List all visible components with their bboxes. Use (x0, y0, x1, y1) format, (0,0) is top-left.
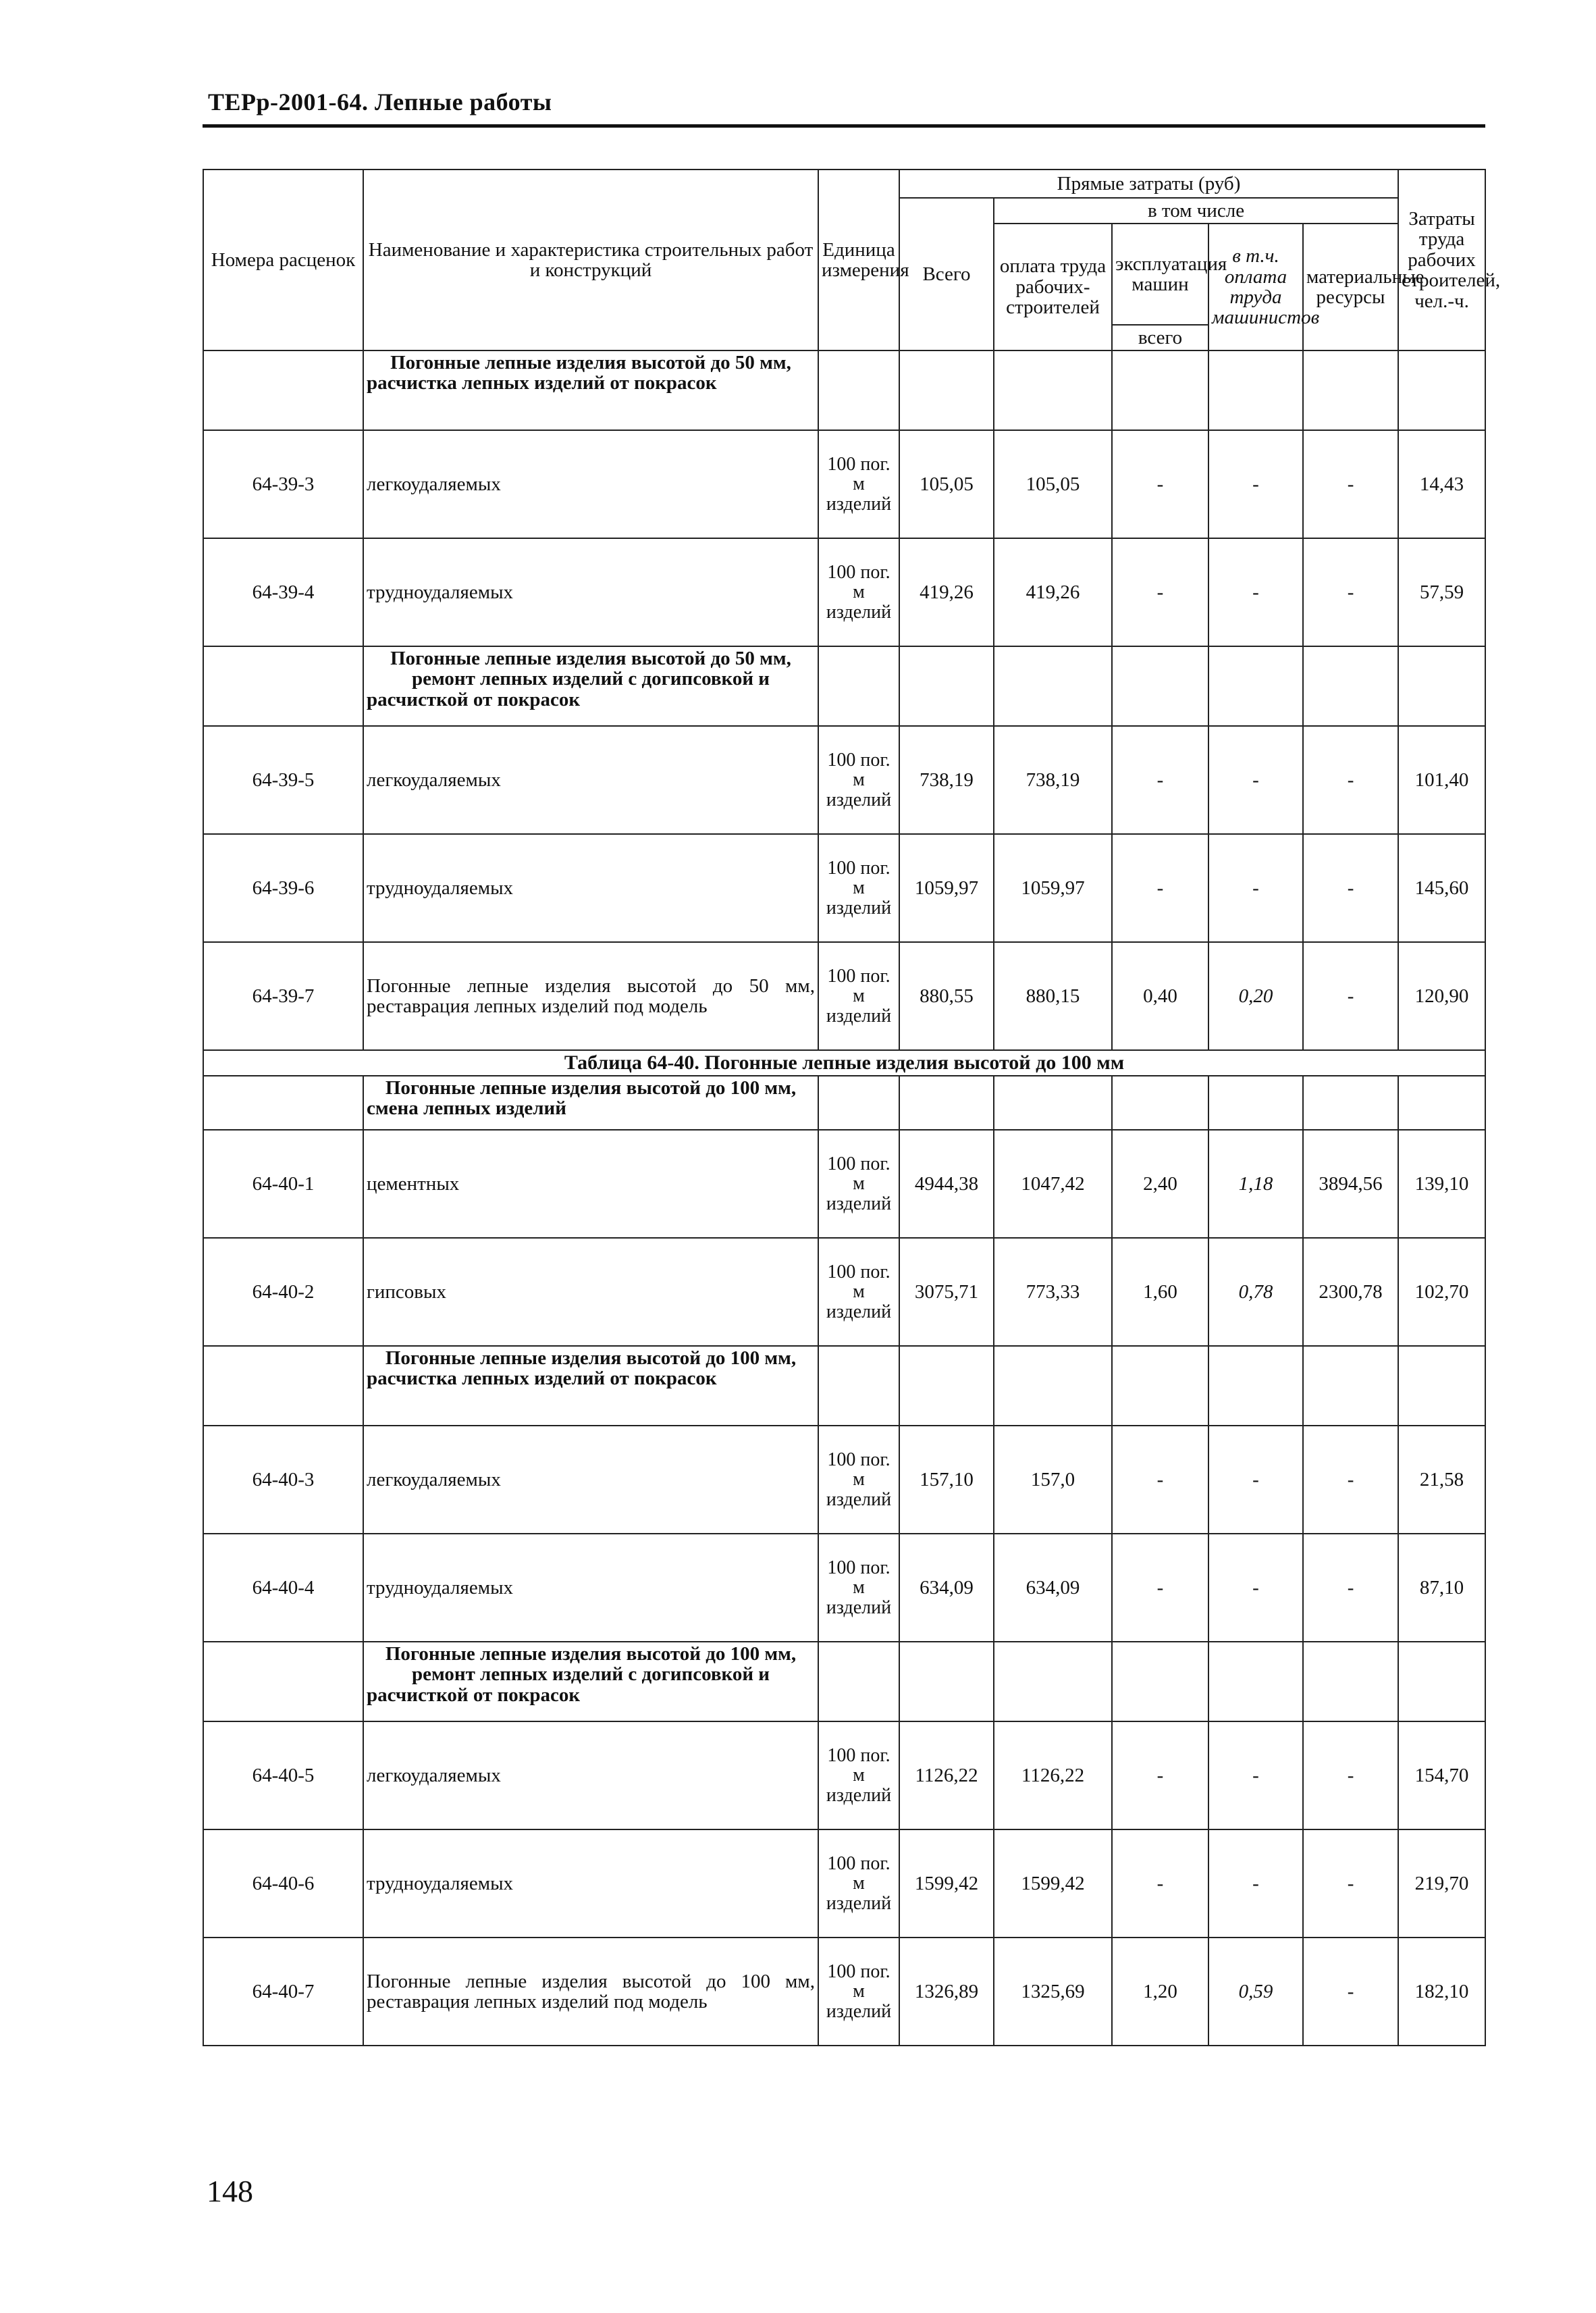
rate-unit: 100 пог. м изделий (818, 942, 899, 1050)
rate-total: 634,09 (899, 1534, 994, 1642)
rate-name: трудноудаляемых (363, 538, 818, 646)
rate-total: 419,26 (899, 538, 994, 646)
header-unit: Единица измерения (818, 170, 899, 350)
rate-name: легкоудаляемых (363, 430, 818, 538)
group-row (203, 1642, 1485, 1721)
rate-materials: - (1303, 834, 1398, 942)
rate-name: трудноудаляемых (363, 1534, 818, 1642)
rate-wages: 157,0 (994, 1426, 1112, 1534)
rate-machinist: - (1208, 1534, 1303, 1642)
rate-total: 1059,97 (899, 834, 994, 942)
rate-total: 1599,42 (899, 1829, 994, 1938)
rate-wages: 419,26 (994, 538, 1112, 646)
rate-code: 64-39-7 (203, 942, 363, 1050)
rate-code: 64-39-5 (203, 726, 363, 834)
rate-unit: 100 пог. м изделий (818, 1426, 899, 1534)
rate-machines: - (1112, 1721, 1208, 1829)
rate-materials: 3894,56 (1303, 1130, 1398, 1238)
rate-unit: 100 пог. м изделий (818, 1238, 899, 1346)
rate-machinist: 0,78 (1208, 1238, 1303, 1346)
table-row (203, 1938, 1485, 2046)
rate-total: 3075,71 (899, 1238, 994, 1346)
header-including: в том числе (994, 198, 1398, 224)
group-row (203, 646, 1485, 726)
rate-machines: - (1112, 834, 1208, 942)
group-title: Погонные лепные изделия высотой до 50 мм, расчистка лепных изделий от покрасок (363, 350, 818, 430)
rate-unit: 100 пог. м изделий (818, 538, 899, 646)
rate-name: трудноудаляемых (363, 834, 818, 942)
group-title: Погонные лепные изделия высотой до 100 мм, смена лепных изделий (363, 1076, 818, 1130)
rate-materials: - (1303, 538, 1398, 646)
table-row (203, 1534, 1485, 1642)
rate-name: легкоудаляемых (363, 726, 818, 834)
rate-code: 64-40-7 (203, 1938, 363, 2046)
table-row (203, 726, 1485, 834)
rate-wages: 738,19 (994, 726, 1112, 834)
group-row (203, 350, 1485, 430)
rate-name: легкоудаляемых (363, 1721, 818, 1829)
table-caption: Таблица 64-40. Погонные лепные изделия высотой до 100 мм (203, 1050, 1485, 1076)
rate-total: 1126,22 (899, 1721, 994, 1829)
rate-total: 105,05 (899, 430, 994, 538)
rate-machinist: - (1208, 1426, 1303, 1534)
rate-labor: 102,70 (1398, 1238, 1485, 1346)
group-row (203, 1346, 1485, 1426)
rate-name: цементных (363, 1130, 818, 1238)
table-row (203, 1829, 1485, 1938)
rate-machinist: 0,20 (1208, 942, 1303, 1050)
group-row (203, 1076, 1485, 1130)
rate-wages: 1047,42 (994, 1130, 1112, 1238)
rate-unit: 100 пог. м изделий (818, 726, 899, 834)
rate-wages: 1059,97 (994, 834, 1112, 942)
table-row (203, 1238, 1485, 1346)
rate-total: 4944,38 (899, 1130, 994, 1238)
table-row (203, 834, 1485, 942)
rate-machines: - (1112, 430, 1208, 538)
rate-code: 64-39-4 (203, 538, 363, 646)
table-caption-row (203, 1050, 1485, 1076)
rate-machines: - (1112, 1829, 1208, 1938)
rate-wages: 1325,69 (994, 1938, 1112, 2046)
rate-unit: 100 пог. м изделий (818, 430, 899, 538)
rate-labor: 139,10 (1398, 1130, 1485, 1238)
rate-machinist: - (1208, 1829, 1303, 1938)
group-title: Погонные лепные изделия высотой до 100 мм, расчистка лепных изделий от покрасок (363, 1346, 818, 1426)
header-name: Наименование и характеристика строительных работ и конструкций (363, 170, 818, 350)
rate-machinist: - (1208, 538, 1303, 646)
header-machines: эксплуатация машин (1112, 224, 1208, 325)
rate-machines: 0,40 (1112, 942, 1208, 1050)
rate-labor: 154,70 (1398, 1721, 1485, 1829)
rate-materials: - (1303, 1426, 1398, 1534)
rate-name: трудноудаляемых (363, 1829, 818, 1938)
rate-machines: - (1112, 726, 1208, 834)
rate-code: 64-40-4 (203, 1534, 363, 1642)
table-row (203, 1721, 1485, 1829)
table-row (203, 430, 1485, 538)
header-materials: материальные ресурсы (1303, 224, 1398, 350)
header-rule (203, 124, 1485, 128)
rate-machinist: 0,59 (1208, 1938, 1303, 2046)
header-wages: оплата труда рабочих-строителей (994, 224, 1112, 350)
rate-machines: - (1112, 1426, 1208, 1534)
rate-code: 64-39-3 (203, 430, 363, 538)
rate-machines: 2,40 (1112, 1130, 1208, 1238)
header-machinist-wages: в т.ч. оплата труда машинистов (1208, 224, 1303, 350)
rate-wages: 880,15 (994, 942, 1112, 1050)
rate-code: 64-40-1 (203, 1130, 363, 1238)
rate-labor: 145,60 (1398, 834, 1485, 942)
rate-wages: 1599,42 (994, 1829, 1112, 1938)
rate-name: Погонные лепные изделия высотой до 100 мм, реставрация лепных изделий под модель (363, 1938, 818, 2046)
rate-code: 64-40-2 (203, 1238, 363, 1346)
rate-code: 64-40-6 (203, 1829, 363, 1938)
rate-labor: 219,70 (1398, 1829, 1485, 1938)
rate-machinist: - (1208, 834, 1303, 942)
rate-materials: - (1303, 942, 1398, 1050)
group-title: Погонные лепные изделия высотой до 50 мм, ремонт лепных изделий с догипсовкой и расчисткой от покрасок (363, 646, 818, 726)
rate-materials: - (1303, 1534, 1398, 1642)
group-title: Погонные лепные изделия высотой до 100 мм, ремонт лепных изделий с догипсовкой и расчисткой от покрасок (363, 1642, 818, 1721)
rate-name: Погонные лепные изделия высотой до 50 мм, реставрация лепных изделий под модель (363, 942, 818, 1050)
rate-materials: - (1303, 1829, 1398, 1938)
rate-machinist: - (1208, 1721, 1303, 1829)
rate-wages: 773,33 (994, 1238, 1112, 1346)
rate-unit: 100 пог. м изделий (818, 1938, 899, 2046)
rate-machines: - (1112, 1534, 1208, 1642)
rate-labor: 87,10 (1398, 1534, 1485, 1642)
rate-code: 64-40-3 (203, 1426, 363, 1534)
rate-code: 64-39-6 (203, 834, 363, 942)
header-machines-total: всего (1112, 325, 1208, 350)
rate-labor: 101,40 (1398, 726, 1485, 834)
rate-total: 157,10 (899, 1426, 994, 1534)
rates-table (203, 169, 1501, 2046)
rate-labor: 182,10 (1398, 1938, 1485, 2046)
rate-total: 880,55 (899, 942, 994, 1050)
rate-materials: - (1303, 1938, 1398, 2046)
rate-wages: 105,05 (994, 430, 1112, 538)
rate-total: 738,19 (899, 726, 994, 834)
header-labor: Затраты труда рабочих строителей, чел.-ч. (1398, 170, 1485, 350)
rate-machinist: - (1208, 430, 1303, 538)
rate-total: 1326,89 (899, 1938, 994, 2046)
rate-wages: 634,09 (994, 1534, 1112, 1642)
rate-labor: 57,59 (1398, 538, 1485, 646)
page-header: ТЕРр-2001-64. Лепные работы (208, 88, 552, 115)
table-row (203, 1130, 1485, 1238)
rate-labor: 21,58 (1398, 1426, 1485, 1534)
rate-machinist: 1,18 (1208, 1130, 1303, 1238)
table-row (203, 942, 1485, 1050)
rate-labor: 14,43 (1398, 430, 1485, 538)
table-row (203, 538, 1485, 646)
rate-machines: - (1112, 538, 1208, 646)
rate-materials: - (1303, 430, 1398, 538)
rate-unit: 100 пог. м изделий (818, 834, 899, 942)
rate-wages: 1126,22 (994, 1721, 1112, 1829)
rate-name: легкоудаляемых (363, 1426, 818, 1534)
rate-unit: 100 пог. м изделий (818, 1534, 899, 1642)
page-number: 148 (207, 2174, 253, 2208)
rate-machines: 1,20 (1112, 1938, 1208, 2046)
rate-machines: 1,60 (1112, 1238, 1208, 1346)
table-row (203, 1426, 1485, 1534)
rate-machinist: - (1208, 726, 1303, 834)
rate-unit: 100 пог. м изделий (818, 1829, 899, 1938)
rate-materials: - (1303, 1721, 1398, 1829)
rate-code: 64-40-5 (203, 1721, 363, 1829)
header-total: Всего (899, 198, 994, 350)
rate-unit: 100 пог. м изделий (818, 1130, 899, 1238)
rate-materials: - (1303, 726, 1398, 834)
header-direct-costs: Прямые затраты (руб) (899, 170, 1398, 198)
header-code: Номера расценок (203, 170, 363, 350)
rate-unit: 100 пог. м изделий (818, 1721, 899, 1829)
rate-name: гипсовых (363, 1238, 818, 1346)
rate-materials: 2300,78 (1303, 1238, 1398, 1346)
rate-labor: 120,90 (1398, 942, 1485, 1050)
